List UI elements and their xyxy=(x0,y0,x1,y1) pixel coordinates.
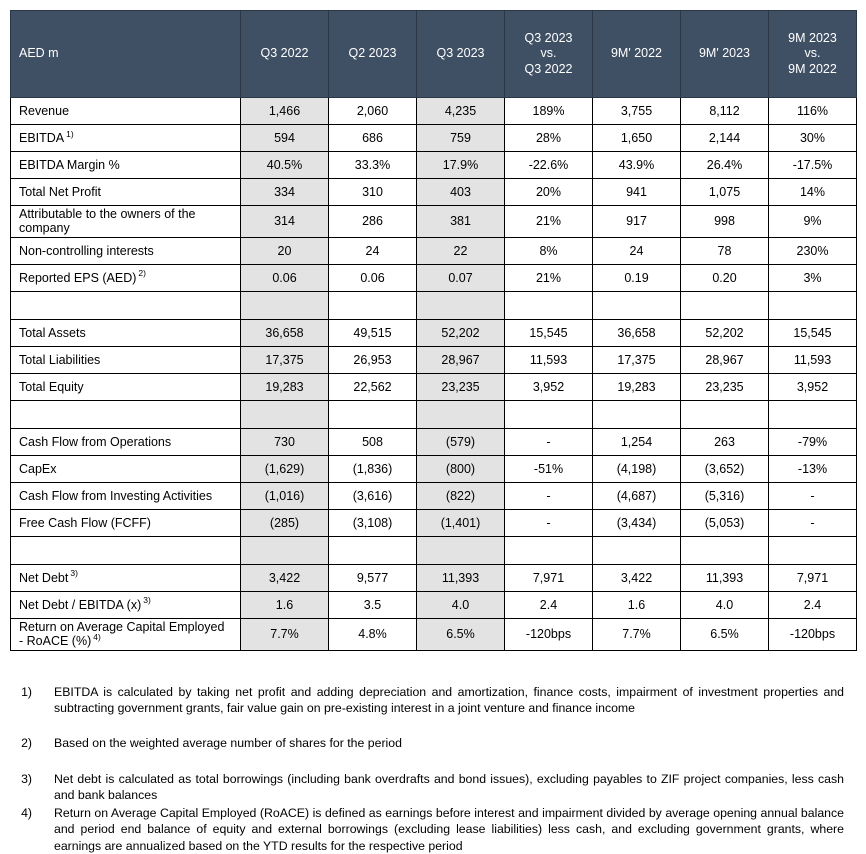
spacer-value-cell xyxy=(593,536,681,564)
cell-q3_2023: 22 xyxy=(417,237,505,264)
cell-q3_2023_vs_q3_2022: 20% xyxy=(505,179,593,206)
cell-9m_2023: 8,112 xyxy=(681,98,769,125)
column-header-line: Q3 2022 xyxy=(524,61,573,76)
cell-q3_2023_vs_q3_2022: 3,952 xyxy=(505,373,593,400)
column-header-q3-2022 xyxy=(241,11,329,98)
cell-9m_2023_vs_9m_2022: 3,952 xyxy=(769,373,857,400)
cell-q3_2023: 403 xyxy=(417,179,505,206)
column-header-q3-2023-vs-q3-2022 xyxy=(505,11,593,98)
footnote-marker: 4) xyxy=(93,631,101,642)
cell-q3_2022: (1,629) xyxy=(241,455,329,482)
footnote-number: 1) xyxy=(21,685,32,699)
spacer-label-cell xyxy=(11,291,241,319)
column-header-line: Q3 2022 xyxy=(260,46,309,61)
footnote-gap xyxy=(10,752,856,771)
cell-9m_2023_vs_9m_2022: 30% xyxy=(769,125,857,152)
footnote-text: Based on the weighted average number of shares for the period xyxy=(54,736,402,751)
cell-9m_2022: 941 xyxy=(593,179,681,206)
cell-9m_2022: (4,198) xyxy=(593,455,681,482)
cell-q3_2023: 0.07 xyxy=(417,264,505,291)
row-label: Return on Average Capital Employed - RoACE (%) $^{4)}$ xyxy=(11,618,241,650)
table-row xyxy=(11,564,857,591)
cell-9m_2023: 26.4% xyxy=(681,152,769,179)
cell-9m_2022: (4,687) xyxy=(593,482,681,509)
footnote-item xyxy=(10,771,856,803)
cell-q3_2023_vs_q3_2022: 189% xyxy=(505,98,593,125)
cell-q3_2023: 17.9% xyxy=(417,152,505,179)
cell-9m_2023: 1,075 xyxy=(681,179,769,206)
cell-q2_2023: 686 xyxy=(329,125,417,152)
cell-9m_2023: (3,652) xyxy=(681,455,769,482)
table-row xyxy=(11,428,857,455)
table-row xyxy=(11,482,857,509)
spacer-value-cell xyxy=(681,536,769,564)
cell-q2_2023: 33.3% xyxy=(329,152,417,179)
table-row xyxy=(11,152,857,179)
table-row xyxy=(11,179,857,206)
table-spacer-row xyxy=(11,536,857,564)
cell-q2_2023: (3,616) xyxy=(329,482,417,509)
cell-q3_2022: 1.6 xyxy=(241,591,329,618)
cell-q2_2023: 0.06 xyxy=(329,264,417,291)
cell-q3_2022: 40.5% xyxy=(241,152,329,179)
table-row xyxy=(11,373,857,400)
column-header-9m-2023 xyxy=(681,11,769,98)
column-header-q2-2023 xyxy=(329,11,417,98)
spacer-value-cell xyxy=(681,291,769,319)
cell-q3_2023_vs_q3_2022: -120bps xyxy=(505,618,593,650)
cell-9m_2023: 4.0 xyxy=(681,591,769,618)
cell-9m_2023: 11,393 xyxy=(681,564,769,591)
cell-9m_2022: (3,434) xyxy=(593,509,681,536)
table-row xyxy=(11,591,857,618)
row-label: Cash Flow from Operations xyxy=(11,428,241,455)
column-header-line: 9M 2023 xyxy=(788,30,837,45)
footnote-gap xyxy=(10,716,856,735)
spacer-value-cell xyxy=(329,536,417,564)
cell-q3_2022: 3,422 xyxy=(241,564,329,591)
spacer-value-cell xyxy=(593,291,681,319)
cell-9m_2023_vs_9m_2022: 7,971 xyxy=(769,564,857,591)
footnote-item xyxy=(10,805,856,854)
cell-9m_2023: 6.5% xyxy=(681,618,769,650)
row-label: Cash Flow from Investing Activities xyxy=(11,482,241,509)
cell-9m_2023: 263 xyxy=(681,428,769,455)
cell-9m_2023_vs_9m_2022: - xyxy=(769,509,857,536)
row-label: Non-controlling interests xyxy=(11,237,241,264)
footnote-item xyxy=(10,684,856,716)
cell-q3_2023: 52,202 xyxy=(417,319,505,346)
header-row xyxy=(11,11,857,98)
footnote-number: 2) xyxy=(21,736,32,751)
footnote-marker: 2) xyxy=(138,268,146,279)
row-label: Net Debt / EBITDA (x) $^{3)}$ xyxy=(11,591,241,618)
row-label: Total Liabilities xyxy=(11,346,241,373)
cell-q3_2023: 381 xyxy=(417,206,505,238)
cell-9m_2023: 78 xyxy=(681,237,769,264)
row-label: Attributable to the owners of the company xyxy=(11,206,241,238)
table-row xyxy=(11,264,857,291)
cell-9m_2022: 43.9% xyxy=(593,152,681,179)
cell-9m_2022: 917 xyxy=(593,206,681,238)
cell-q3_2023: (822) xyxy=(417,482,505,509)
spacer-value-cell xyxy=(417,400,505,428)
table-row xyxy=(11,346,857,373)
table-row xyxy=(11,509,857,536)
footnote-number: 3) xyxy=(21,771,32,786)
cell-q3_2022: 1,466 xyxy=(241,98,329,125)
cell-q2_2023: 286 xyxy=(329,206,417,238)
cell-q3_2023_vs_q3_2022: 15,545 xyxy=(505,319,593,346)
cell-q3_2022: 36,658 xyxy=(241,319,329,346)
row-label: EBITDA $^{1)}$ xyxy=(11,125,241,152)
cell-9m_2023_vs_9m_2022: 14% xyxy=(769,179,857,206)
spacer-value-cell xyxy=(241,536,329,564)
row-label: Net Debt $^{3)}$ xyxy=(11,564,241,591)
table-row xyxy=(11,206,857,238)
column-header-line: Q3 2023 xyxy=(436,46,485,61)
financial-table-container xyxy=(10,10,856,651)
footnote-text: EBITDA is calculated by taking net profit and adding depreciation and amortization, finance costs, impairment of investment properties and subtracting government grants, fair value gain on pre-existing interest in a joint venture and finance income xyxy=(54,685,844,716)
table-spacer-row xyxy=(11,400,857,428)
cell-q3_2023: (1,401) xyxy=(417,509,505,536)
cell-q3_2023: 6.5% xyxy=(417,618,505,650)
footnote-marker: 3) xyxy=(143,595,151,606)
cell-q2_2023: (1,836) xyxy=(329,455,417,482)
cell-9m_2022: 3,422 xyxy=(593,564,681,591)
cell-9m_2022: 1,254 xyxy=(593,428,681,455)
cell-q3_2022: (1,016) xyxy=(241,482,329,509)
cell-q2_2023: 2,060 xyxy=(329,98,417,125)
cell-q2_2023: 508 xyxy=(329,428,417,455)
cell-q3_2023: 23,235 xyxy=(417,373,505,400)
cell-9m_2023: 2,144 xyxy=(681,125,769,152)
cell-9m_2023_vs_9m_2022: -79% xyxy=(769,428,857,455)
cell-9m_2022: 19,283 xyxy=(593,373,681,400)
table-row xyxy=(11,618,857,650)
row-label: Reported EPS (AED) $^{2)}$ xyxy=(11,264,241,291)
column-header-q3-2023 xyxy=(417,11,505,98)
spacer-value-cell xyxy=(769,291,857,319)
cell-q3_2023_vs_q3_2022: -51% xyxy=(505,455,593,482)
cell-9m_2023_vs_9m_2022: 116% xyxy=(769,98,857,125)
cell-q3_2022: 314 xyxy=(241,206,329,238)
footnote-marker: 1) xyxy=(66,128,74,139)
cell-9m_2023_vs_9m_2022: - xyxy=(769,482,857,509)
cell-9m_2022: 36,658 xyxy=(593,319,681,346)
cell-q2_2023: 9,577 xyxy=(329,564,417,591)
cell-9m_2022: 17,375 xyxy=(593,346,681,373)
table-row xyxy=(11,319,857,346)
cell-9m_2022: 7.7% xyxy=(593,618,681,650)
cell-q3_2023_vs_q3_2022: -22.6% xyxy=(505,152,593,179)
cell-9m_2023_vs_9m_2022: -17.5% xyxy=(769,152,857,179)
cell-q3_2023_vs_q3_2022: 7,971 xyxy=(505,564,593,591)
cell-q2_2023: 22,562 xyxy=(329,373,417,400)
cell-q2_2023: (3,108) xyxy=(329,509,417,536)
header-corner-label: AED m xyxy=(11,11,241,98)
row-label: EBITDA Margin % xyxy=(11,152,241,179)
cell-q2_2023: 310 xyxy=(329,179,417,206)
table-spacer-row xyxy=(11,291,857,319)
cell-9m_2022: 24 xyxy=(593,237,681,264)
cell-q3_2023: 4,235 xyxy=(417,98,505,125)
footnotes-section xyxy=(10,684,856,854)
cell-9m_2022: 0.19 xyxy=(593,264,681,291)
cell-q3_2023: 759 xyxy=(417,125,505,152)
cell-9m_2023_vs_9m_2022: 2.4 xyxy=(769,591,857,618)
cell-9m_2023: 28,967 xyxy=(681,346,769,373)
financial-summary-table xyxy=(10,10,857,651)
cell-q3_2022: 730 xyxy=(241,428,329,455)
column-header-line: vs. xyxy=(540,46,557,61)
spacer-value-cell xyxy=(241,291,329,319)
spacer-value-cell xyxy=(241,400,329,428)
cell-9m_2023_vs_9m_2022: 3% xyxy=(769,264,857,291)
cell-q2_2023: 49,515 xyxy=(329,319,417,346)
column-header-line: 9M' 2022 xyxy=(610,46,663,61)
row-label: Free Cash Flow (FCFF) xyxy=(11,509,241,536)
cell-9m_2023_vs_9m_2022: 11,593 xyxy=(769,346,857,373)
cell-9m_2023_vs_9m_2022: -120bps xyxy=(769,618,857,650)
spacer-value-cell xyxy=(505,291,593,319)
cell-q3_2023: 28,967 xyxy=(417,346,505,373)
column-header-9m-2022 xyxy=(593,11,681,98)
spacer-label-cell xyxy=(11,400,241,428)
cell-q3_2023_vs_q3_2022: - xyxy=(505,428,593,455)
cell-9m_2023: 52,202 xyxy=(681,319,769,346)
spacer-value-cell xyxy=(593,400,681,428)
cell-q3_2023_vs_q3_2022: 21% xyxy=(505,206,593,238)
table-body xyxy=(11,98,857,651)
spacer-value-cell xyxy=(417,291,505,319)
cell-q3_2023: 4.0 xyxy=(417,591,505,618)
row-label: CapEx xyxy=(11,455,241,482)
cell-q3_2023_vs_q3_2022: 2.4 xyxy=(505,591,593,618)
table-row xyxy=(11,455,857,482)
spacer-value-cell xyxy=(769,400,857,428)
cell-9m_2023: (5,053) xyxy=(681,509,769,536)
cell-q2_2023: 26,953 xyxy=(329,346,417,373)
cell-9m_2023: 23,235 xyxy=(681,373,769,400)
cell-9m_2022: 1.6 xyxy=(593,591,681,618)
cell-q2_2023: 4.8% xyxy=(329,618,417,650)
spacer-value-cell xyxy=(329,291,417,319)
footnote-text: Net debt is calculated as total borrowings (including bank overdrafts and bond issues), excluding payables to ZIF project companies, less cash and bank balances xyxy=(54,771,844,802)
cell-q3_2022: 334 xyxy=(241,179,329,206)
cell-9m_2023_vs_9m_2022: -13% xyxy=(769,455,857,482)
cell-q3_2023: (579) xyxy=(417,428,505,455)
column-header-line: Q3 2023 xyxy=(524,30,573,45)
cell-9m_2023_vs_9m_2022: 230% xyxy=(769,237,857,264)
cell-q3_2023_vs_q3_2022: - xyxy=(505,482,593,509)
footnote-item xyxy=(10,735,856,751)
column-header-line: Q2 2023 xyxy=(348,46,397,61)
cell-9m_2023_vs_9m_2022: 15,545 xyxy=(769,319,857,346)
cell-q3_2023: (800) xyxy=(417,455,505,482)
cell-9m_2023: 0.20 xyxy=(681,264,769,291)
cell-q3_2022: (285) xyxy=(241,509,329,536)
cell-q2_2023: 24 xyxy=(329,237,417,264)
cell-q3_2022: 594 xyxy=(241,125,329,152)
spacer-value-cell xyxy=(505,536,593,564)
table-row xyxy=(11,125,857,152)
footnote-number: 4) xyxy=(21,806,32,821)
cell-q2_2023: 3.5 xyxy=(329,591,417,618)
cell-q3_2022: 0.06 xyxy=(241,264,329,291)
cell-q3_2023_vs_q3_2022: 21% xyxy=(505,264,593,291)
cell-9m_2023: (5,316) xyxy=(681,482,769,509)
spacer-value-cell xyxy=(505,400,593,428)
cell-9m_2022: 1,650 xyxy=(593,125,681,152)
spacer-value-cell xyxy=(329,400,417,428)
table-header xyxy=(11,11,857,98)
cell-q3_2023_vs_q3_2022: 11,593 xyxy=(505,346,593,373)
spacer-value-cell xyxy=(769,536,857,564)
row-label: Total Net Profit xyxy=(11,179,241,206)
footnote-marker: 3) xyxy=(70,568,78,579)
cell-9m_2023: 998 xyxy=(681,206,769,238)
cell-q3_2023_vs_q3_2022: 28% xyxy=(505,125,593,152)
spacer-value-cell xyxy=(681,400,769,428)
column-header-9m-2023-vs-9m-2022 xyxy=(769,11,857,98)
table-row xyxy=(11,237,857,264)
cell-q3_2022: 19,283 xyxy=(241,373,329,400)
cell-q3_2022: 20 xyxy=(241,237,329,264)
cell-q3_2022: 17,375 xyxy=(241,346,329,373)
cell-9m_2023_vs_9m_2022: 9% xyxy=(769,206,857,238)
cell-q3_2023_vs_q3_2022: 8% xyxy=(505,237,593,264)
cell-q3_2022: 7.7% xyxy=(241,618,329,650)
spacer-value-cell xyxy=(417,536,505,564)
footnote-text: Return on Average Capital Employed (RoACE) is defined as earnings before interest and impairment divided by average opening annual balance and period end balance of equity and external borrowings (excluding lease liabilities) less cash, and excluding government grants, where earnings are annualized based on the YTD results for the respective period xyxy=(54,806,844,853)
cell-q3_2023_vs_q3_2022: - xyxy=(505,509,593,536)
cell-q3_2023: 11,393 xyxy=(417,564,505,591)
row-label: Revenue xyxy=(11,98,241,125)
column-header-line: vs. xyxy=(804,46,821,61)
spacer-label-cell xyxy=(11,536,241,564)
cell-9m_2022: 3,755 xyxy=(593,98,681,125)
row-label: Total Equity xyxy=(11,373,241,400)
column-header-line: 9M' 2023 xyxy=(698,46,751,61)
table-row xyxy=(11,98,857,125)
row-label: Total Assets xyxy=(11,319,241,346)
column-header-line: 9M 2022 xyxy=(788,61,837,76)
